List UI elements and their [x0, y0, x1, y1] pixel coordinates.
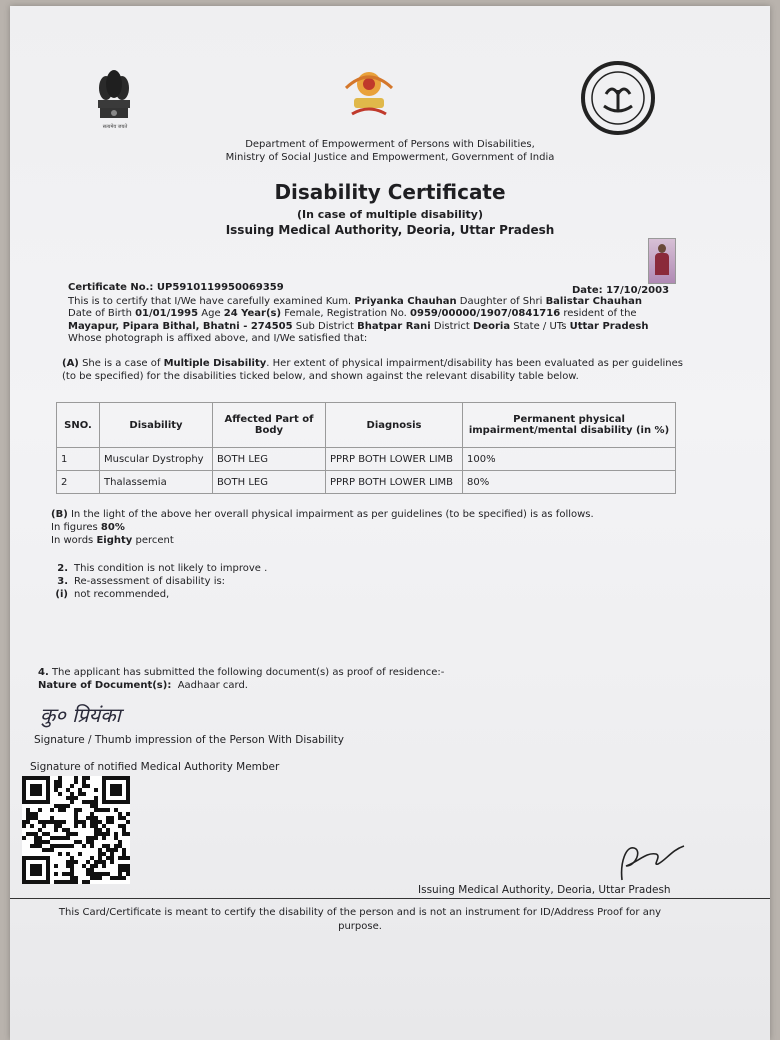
- age-value: 24 Year(s): [223, 308, 282, 320]
- column-header: Permanent physical impairment/mental disability (in %): [463, 403, 676, 448]
- body-text: Whose photograph is affixed above, and I/We satisfied that:: [68, 333, 368, 345]
- body-text: State / UTs: [513, 320, 567, 332]
- date-of-birth: 01/01/1995: [135, 308, 199, 320]
- photo-head: [658, 244, 666, 253]
- registration-number: 0959/00000/1907/0841716: [410, 308, 561, 320]
- figures-label: In figures: [51, 522, 98, 533]
- body-text: Sub District: [295, 320, 354, 332]
- certificate-number: Certificate No.: UP5910119950069359: [68, 282, 284, 293]
- column-header: Diagnosis: [326, 403, 463, 448]
- table-cell: 100%: [463, 448, 676, 471]
- list-item: [46, 562, 666, 575]
- body-text: Daughter of Shri: [459, 296, 543, 307]
- footer-divider: [10, 898, 770, 899]
- table-header-row: [57, 403, 676, 448]
- disability-type: Multiple Disability: [163, 358, 267, 369]
- item-text: not recommended,: [74, 589, 170, 600]
- state-seal-icon: [580, 60, 656, 136]
- figures-value: 80%: [100, 522, 125, 533]
- ministry-line: Ministry of Social Justice and Empowerment, Government of India: [225, 152, 555, 163]
- body-text: Female, Registration No.: [284, 308, 407, 320]
- applicant-signature-text: कु० प्रियंका: [40, 703, 121, 727]
- medical-signature-label: Signature of notified Medical Authority Member: [30, 761, 280, 773]
- national-emblem-icon: [90, 62, 138, 132]
- column-header: Affected Part of Body: [213, 403, 326, 448]
- applicant-signature-icon: [38, 698, 178, 732]
- column-header: Disability: [100, 403, 213, 448]
- item-number: 2.: [57, 563, 68, 574]
- address: Mayapur, Pipara Bithal, Bhatni - 274505: [68, 320, 293, 332]
- part-b-text: In the light of the above her overall physical impairment as per guidelines (to be specified) is as follows.: [70, 509, 594, 520]
- table-cell: PPRP BOTH LOWER LIMB: [326, 471, 463, 494]
- emblem-caption: सत्यमेव जयते: [102, 124, 128, 130]
- table-cell: 1: [57, 448, 100, 471]
- table-row: [57, 471, 676, 494]
- department-logo-icon: [338, 66, 400, 122]
- part-a-text: . Her extent of physical impairment/disability has been evaluated as per guidelines (to be specified) for the disabilities ticked below, and shown against the relevant disability table below.: [62, 358, 684, 382]
- part-a-label: (A): [62, 358, 79, 369]
- body-text: District: [433, 320, 470, 332]
- footer-disclaimer: [40, 906, 680, 934]
- table-cell: PPRP BOTH LOWER LIMB: [326, 448, 463, 471]
- item-text: Re-assessment of disability is:: [74, 576, 226, 587]
- part-b: [51, 508, 671, 547]
- nature-line: [38, 679, 678, 692]
- table-cell: BOTH LEG: [213, 448, 326, 471]
- sub-district: Bhatpar Rani: [357, 320, 431, 332]
- state: Uttar Pradesh: [569, 320, 649, 332]
- nature-value: Aadhaar card.: [177, 680, 248, 691]
- conditions-list: [46, 562, 666, 601]
- list-item: [46, 588, 666, 601]
- table-cell: 80%: [463, 471, 676, 494]
- table-cell: Muscular Dystrophy: [100, 448, 213, 471]
- item-number: 3.: [57, 576, 68, 587]
- district: Deoria: [473, 320, 511, 332]
- documents-line: [38, 666, 678, 679]
- item-number: 4.: [38, 667, 49, 678]
- table-cell: 2: [57, 471, 100, 494]
- table-cell: BOTH LEG: [213, 471, 326, 494]
- words-suffix: percent: [135, 535, 174, 546]
- item-text: This condition is not likely to improve .: [74, 563, 268, 574]
- certificate-body: [68, 296, 688, 346]
- part-b-label: (B): [51, 509, 68, 520]
- list-item: [46, 575, 666, 588]
- body-text: Age: [201, 308, 221, 320]
- body-text: Date of Birth: [68, 308, 132, 320]
- documents-section: [38, 666, 678, 692]
- disability-table: [56, 402, 676, 494]
- body-text: This is to certify that I/We have carefully examined Kum.: [68, 296, 352, 307]
- table-cell: Thalassemia: [100, 471, 213, 494]
- documents-text: The applicant has submitted the following document(s) as proof of residence:-: [51, 667, 445, 678]
- table-row: [57, 448, 676, 471]
- body-text: resident of the: [563, 308, 637, 320]
- item-number: (i): [55, 589, 68, 600]
- page-subtitle: (In case of multiple disability): [296, 208, 484, 221]
- column-header: SNO.: [57, 403, 100, 448]
- page-title: Disability Certificate: [274, 180, 506, 204]
- words-value: Eighty: [96, 535, 133, 546]
- photo-body: [655, 253, 669, 275]
- applicant-name: Priyanka Chauhan: [354, 296, 457, 307]
- part-a: [62, 357, 692, 383]
- issuing-authority-signature-label: Issuing Medical Authority, Deoria, Uttar Pradesh: [418, 884, 671, 896]
- thumb-signature-label: Signature / Thumb impression of the Person With Disability: [34, 734, 344, 746]
- department-line: Department of Empowerment of Persons with Disabilities,: [245, 139, 535, 150]
- authority-signature-icon: [612, 832, 692, 884]
- words-label: In words: [51, 535, 94, 546]
- applicant-photo: [648, 238, 676, 284]
- certificate-paper: [10, 6, 770, 1040]
- nature-label: Nature of Document(s):: [38, 680, 172, 691]
- footer-line: purpose.: [338, 921, 382, 932]
- certificate-date: Date: 17/10/2003: [572, 285, 670, 296]
- father-name: Balistar Chauhan: [545, 296, 642, 307]
- part-a-text: She is a case of: [82, 358, 161, 369]
- department-heading: [10, 138, 770, 164]
- qr-code-icon: [22, 776, 130, 884]
- footer-line: This Card/Certificate is meant to certify the disability of the person and is not an instrument for ID/Address Proof for any: [58, 907, 662, 918]
- issuing-authority-heading: Issuing Medical Authority, Deoria, Uttar Pradesh: [225, 223, 555, 237]
